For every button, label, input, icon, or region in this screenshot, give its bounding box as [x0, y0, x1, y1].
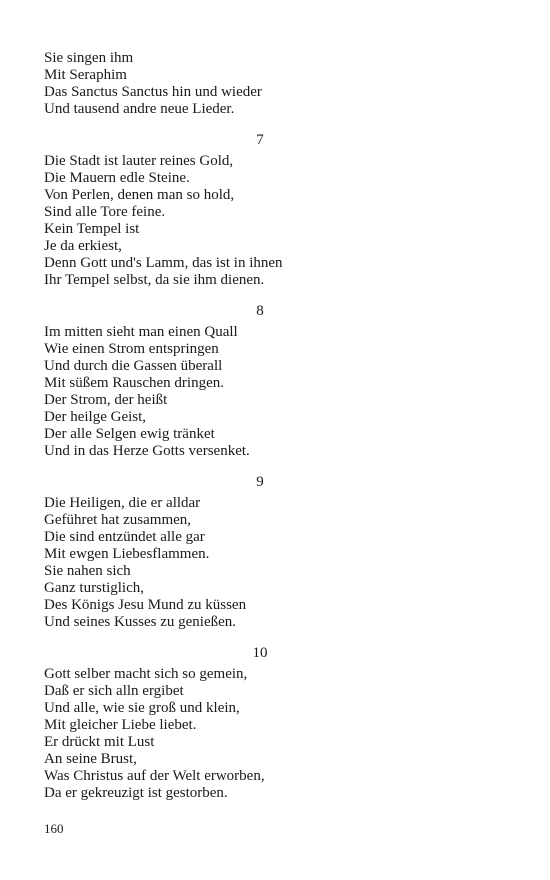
verse-line: Was Christus auf der Welt erworben, [44, 768, 265, 784]
verse-line: Von Perlen, denen man so hold, [44, 187, 235, 203]
verse-line: Der heilge Geist, [44, 409, 147, 425]
stanza-continuation [44, 50, 334, 118]
verse-line: Mit süßem Rauschen dringen. [44, 375, 224, 391]
stanza-7 [44, 132, 334, 289]
verse-line: Daß er sich alln ergibet [44, 683, 184, 699]
verse-line: Er drückt mit Lust [44, 734, 155, 750]
verse-line: Und durch die Gassen überall [44, 358, 223, 374]
verse-line: Mit gleicher Liebe liebet. [44, 717, 197, 733]
verse-line: Ganz turstiglich, [44, 580, 144, 596]
stanza-8 [44, 303, 334, 460]
verse-line: Des Königs Jesu Mund zu küssen [44, 597, 247, 613]
verse-line: Je da erkiest, [44, 238, 122, 254]
poem-column [44, 50, 334, 802]
stanza-number: 9 [256, 474, 264, 490]
verse-line: Sie singen ihm [44, 50, 134, 66]
verse-line: Das Sanctus Sanctus hin und wieder [44, 84, 262, 100]
stanza-number: 10 [252, 645, 268, 661]
verse-line: Der alle Selgen ewig tränket [44, 426, 215, 442]
stanza-number: 8 [256, 303, 264, 319]
verse-line: Und alle, wie sie groß und klein, [44, 700, 240, 716]
verse-line: Der Strom, der heißt [44, 392, 168, 408]
verse-line: Gott selber macht sich so gemein, [44, 666, 248, 682]
stanza-10 [44, 645, 334, 802]
verse-line: Die Heiligen, die er alldar [44, 495, 201, 511]
page-number: 160 [44, 821, 64, 836]
stanza-9 [44, 474, 334, 631]
verse-line: Ihr Tempel selbst, da sie ihm dienen. [44, 272, 265, 288]
verse-line: Mit Seraphim [44, 67, 127, 83]
verse-line: Denn Gott und's Lamm, das ist in ihnen [44, 255, 283, 271]
verse-line: Und in das Herze Gotts versenket. [44, 443, 250, 459]
verse-line: Kein Tempel ist [44, 221, 140, 237]
verse-line: Im mitten sieht man einen Quall [44, 324, 238, 340]
verse-line: Wie einen Strom entspringen [44, 341, 219, 357]
verse-line: Da er gekreuzigt ist gestorben. [44, 785, 228, 801]
verse-line: Mit ewgen Liebesflammen. [44, 546, 210, 562]
verse-line: Sie nahen sich [44, 563, 131, 579]
verse-line: Die Stadt ist lauter reines Gold, [44, 153, 234, 169]
verse-line: An seine Brust, [44, 751, 137, 767]
verse-line: Die Mauern edle Steine. [44, 170, 190, 186]
verse-line: Die sind entzündet alle gar [44, 529, 205, 545]
verse-line: Geführet hat zusammen, [44, 512, 192, 528]
verse-line: Und tausend andre neue Lieder. [44, 101, 235, 117]
verse-line: Sind alle Tore feine. [44, 204, 166, 220]
stanza-number: 7 [256, 132, 264, 148]
verse-line: Und seines Kusses zu genießen. [44, 614, 237, 630]
